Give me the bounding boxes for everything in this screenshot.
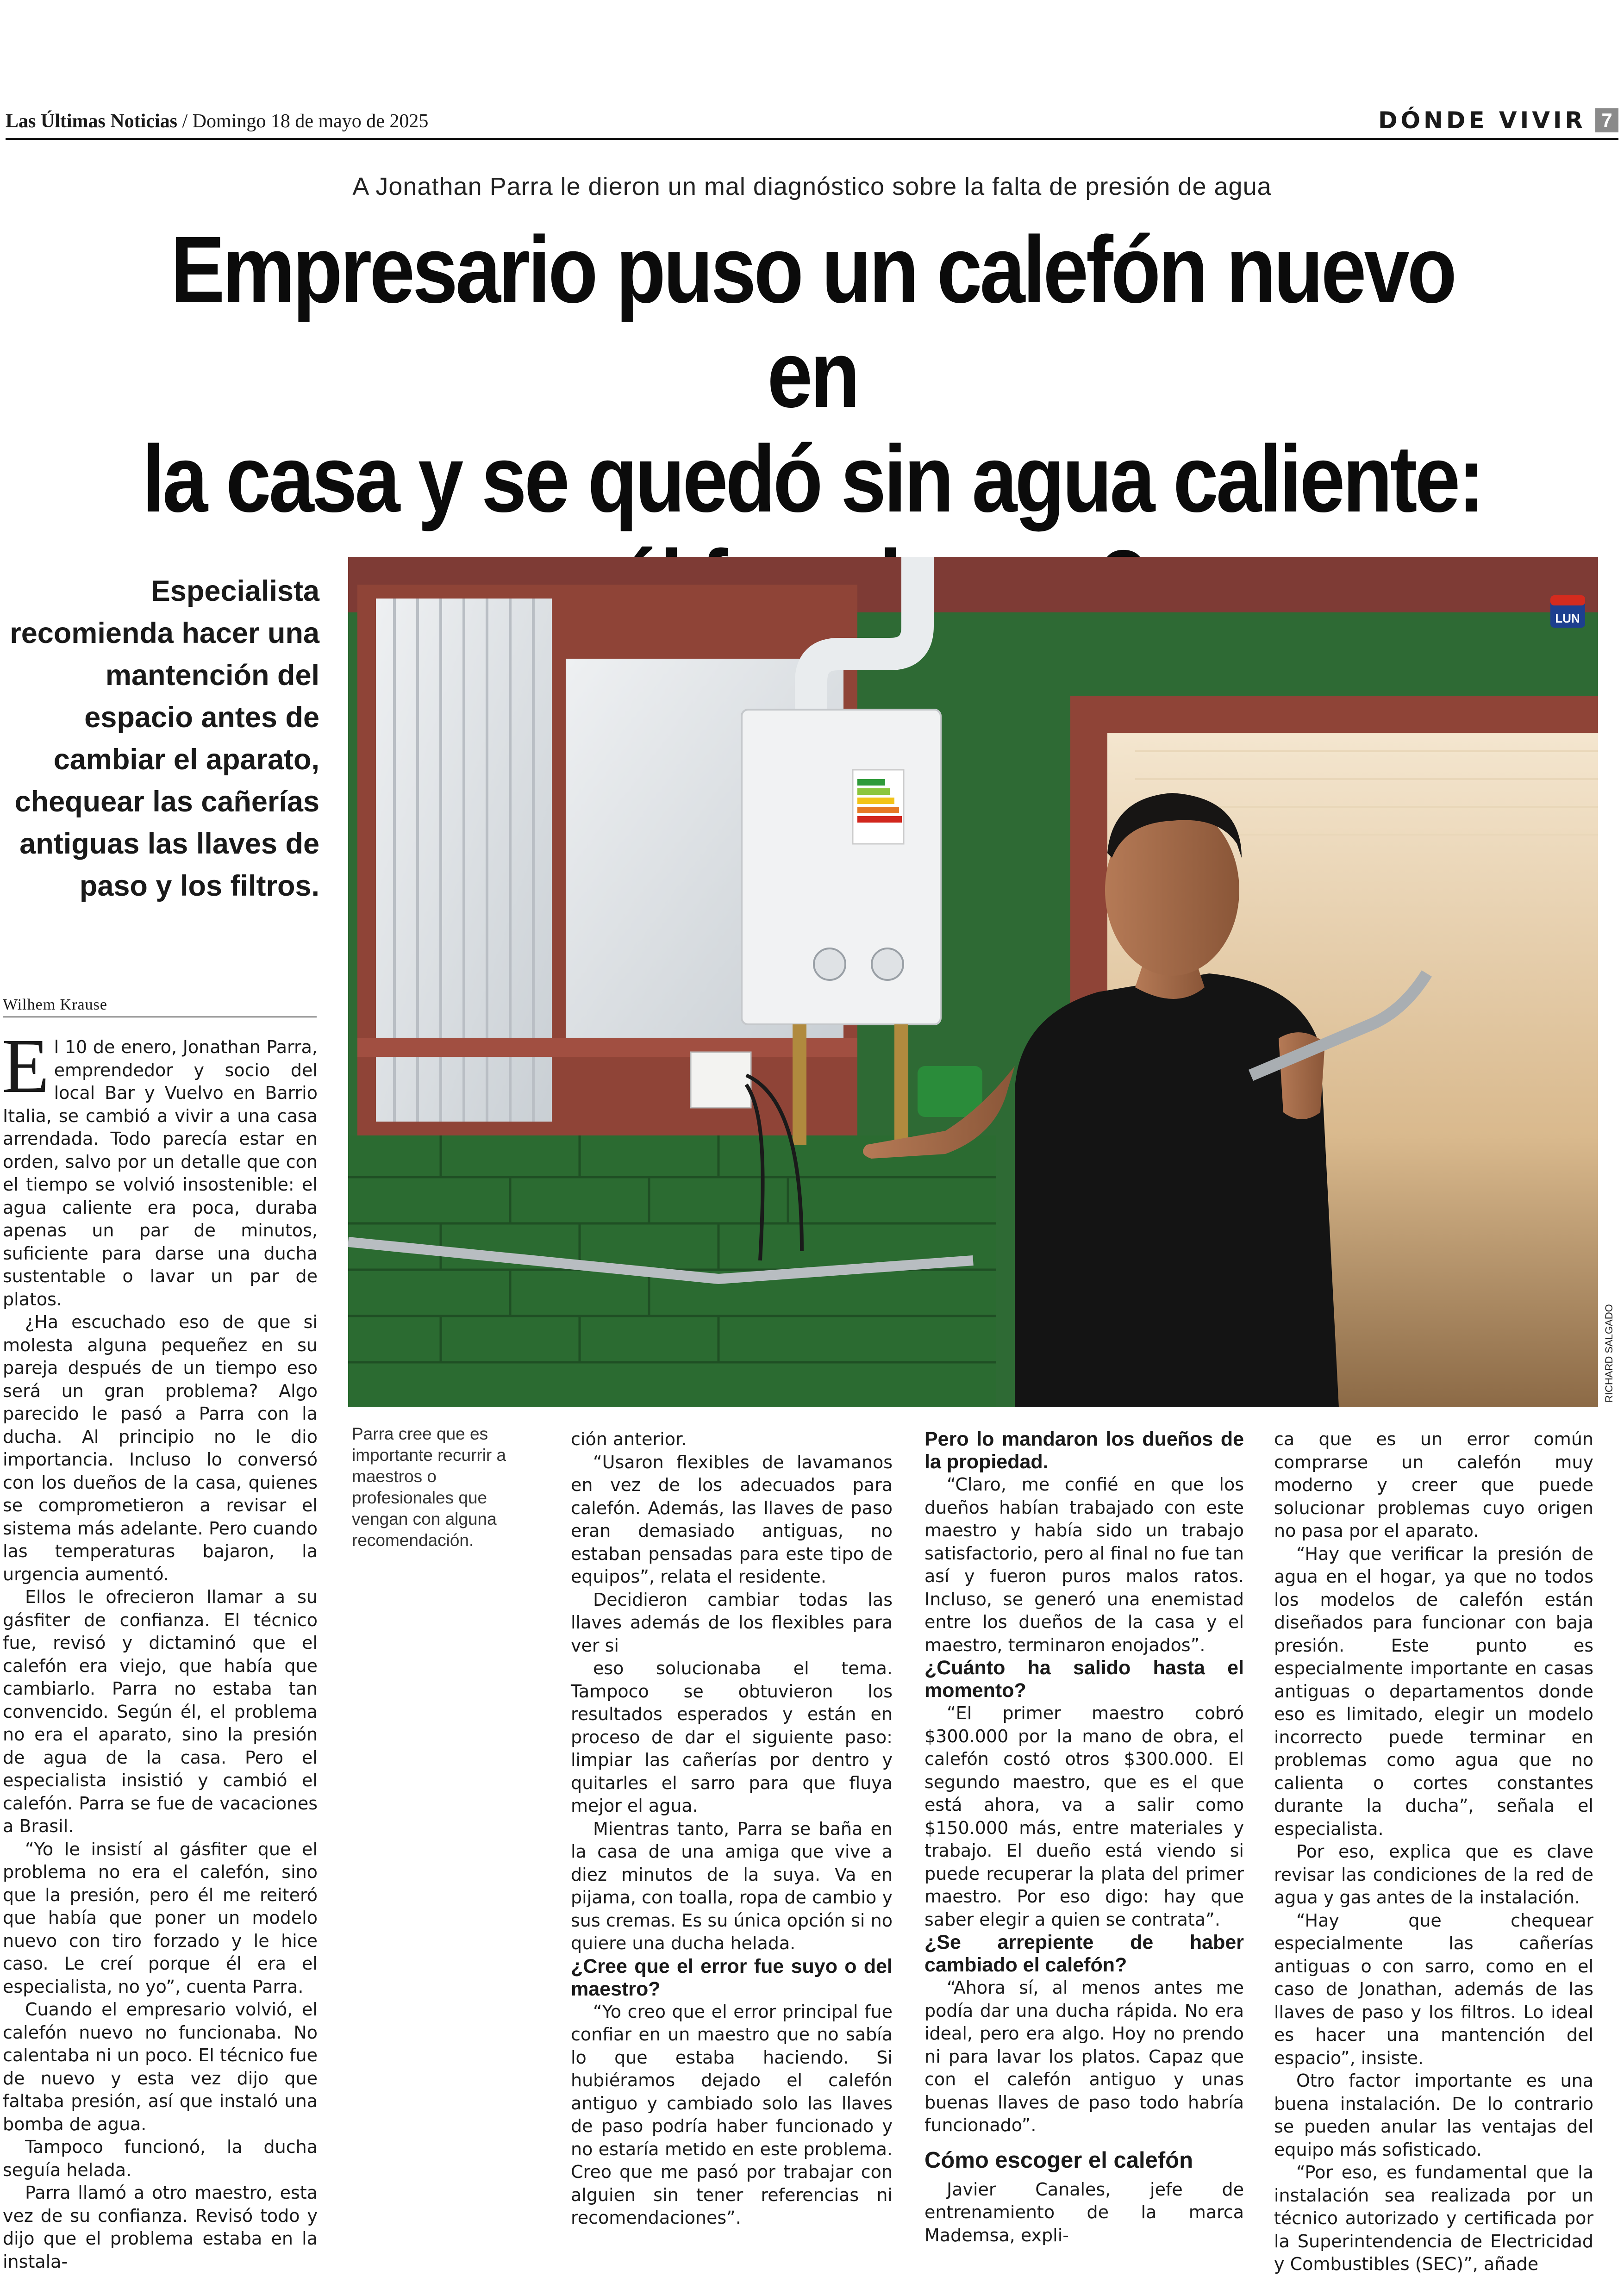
- interview-question: Pero lo mandaron los dueños de la propiedad.: [924, 1428, 1244, 1473]
- body-paragraph: “Hay que chequear especialmente las cañerías antiguas o con sarro, como en el caso de Jonathan, además de las llaves de paso y los filtros. Lo ideal es hacer una mantención del espacio”, insiste.: [1274, 1910, 1593, 2068]
- body-paragraph: Mientras tanto, Parra se baña en la casa de una amiga que vive a diez minutos de la suya. Va en pijama, con toalla, ropa de cambio y sus cremas. Es su única opción si no quiere una ducha helada.: [571, 1818, 893, 1953]
- body-paragraph: Por eso, explica que es clave revisar las condiciones de la red de agua y gas antes de la instalación.: [1274, 1841, 1593, 1908]
- photo-illustration: [348, 557, 1598, 1407]
- body-paragraph: “Claro, me confié en que los dueños habían trabajado con este maestro y había sido un trabajo satisfactorio, pero al final no fue tan así y fueron puros malos ratos. Incluso, se generó una enemistad entre los dueños de la casa y el maestro, terminaron enojados”.: [924, 1474, 1244, 1655]
- body-paragraph: Otro factor importante es una buena instalación. De lo contrario se pueden anular las ventajas del equipo más sofisticado.: [1274, 2070, 1593, 2160]
- headline-line: la casa y se quedó sin agua caliente:: [142, 426, 1483, 532]
- body-paragraph: “Yo creo que el error principal fue confiar en un maestro que no sabía lo que estaba haciendo. Si hubiéramos dejado el calefón antiguo y cambiado solo las llaves de paso podría haber funcionado y no estaría metido en este problema. Creo que me pasó por trabajar con alguien sin tener referencias ni recomendaciones”.: [571, 2001, 893, 2228]
- issue-date: Domingo 18 de mayo de 2025: [192, 111, 429, 132]
- photo-credit: RICHARD SALGADO: [1603, 1304, 1615, 1403]
- body-paragraph: Parra llamó a otro maestro, esta vez de su confianza. Revisó todo y dijo que el problema estaba en la instala-: [3, 2183, 318, 2272]
- interview-question: ¿Cree que el error fue suyo o del maestro?: [571, 1955, 893, 2000]
- body-paragraph: eso solucionaba el tema. Tampoco se obtuvieron los resultados esperados y están en proceso de dar el siguiente paso: limpiar las cañerías por dentro y quitarles el sarro para que fluya mejor el agua.: [571, 1658, 893, 1816]
- masthead: [6, 106, 1618, 137]
- article-column-2: [571, 1428, 893, 2230]
- byline: Wilhem Krause: [3, 996, 317, 1017]
- interview-question: ¿Cuánto ha salido hasta el momento?: [924, 1657, 1244, 1702]
- body-paragraph: ca que es un error común comprarse un calefón muy moderno y creer que puede solucionar problemas cuyo origen no pasa por el aparato.: [1274, 1429, 1593, 1541]
- masthead-separator: /: [182, 111, 188, 132]
- article-column-1: [2, 1023, 318, 2273]
- drop-cap: E: [2, 1023, 50, 1109]
- article-column-4: [1274, 1428, 1593, 2276]
- photo-caption: Parra cree que es importante recurrir a maestros o profesionales que vengan con alguna recomendación.: [352, 1424, 506, 1550]
- body-paragraph: “Por eso, es fundamental que la instalación sea realizada por un técnico autorizado y certificada por la Superintendencia de Electricidad y Combustibles (SEC)”, añade: [1274, 2162, 1593, 2274]
- article-column-3: [924, 1428, 1244, 2247]
- lun-logo: [1550, 595, 1585, 628]
- body-paragraph: “El primer maestro cobró $300.000 por la mano de obra, el calefón costó otros $300.000. El segundo maestro, que es el que está ahora, va a salir como $150.000 más, entre materiales y trabajo. El dueño está viendo si puede recuperar la plata del primer maestro. Por eso digo: hay que saber elegir a quien se contrata”.: [924, 1703, 1244, 1930]
- masthead-left: [6, 106, 428, 137]
- lead-paragraph: l 10 de enero, Jonathan Parra, emprendedor y socio del local Bar y Vuelvo en Barrio Italia, se cambió a vivir a una casa arrendada. Todo parecía estar en orden, salvo por un detalle que con el tiempo se volvió insostenible: el agua caliente era poca, duraba apenas un par de minutos, suficiente para darse una ducha sustentable o lavar un par de platos.: [3, 1037, 318, 1310]
- body-paragraph: ción anterior.: [571, 1429, 687, 1449]
- body-paragraph: Javier Canales, jefe de entrenamiento de la marca Mademsa, expli-: [924, 2179, 1244, 2245]
- deck: Especialista recomienda hacer una mantención del espacio antes de cambiar el aparato, chequear las cañerías antiguas las llaves de paso y los filtros.: [10, 575, 319, 902]
- page-number: 7: [1595, 108, 1618, 132]
- body-paragraph: “Ahora sí, al menos antes me podía dar una ducha rápida. No era ideal, pero era algo. Hoy no prendo ni para lavar los platos. Capaz que con el calefón antiguo y unas buenas llaves de paso todo habría funcionado”.: [924, 1977, 1244, 2135]
- interview-question: ¿Se arrepiente de haber cambiado el calefón?: [924, 1931, 1244, 1976]
- masthead-rule: [6, 138, 1618, 140]
- subheading: Cómo escoger el calefón: [924, 2147, 1193, 2173]
- body-paragraph: Tampoco funcionó, la ducha seguía helada.: [3, 2137, 318, 2180]
- body-paragraph: Ellos le ofrecieron llamar a su gásfiter de confianza. El técnico fue, revisó y dictaminó que el calefón era viejo, que había que cambiarlo. Parra no estaba tan convencido. Según él, el problema no era el aparato, sino la presión de agua de la casa. Pero el especialista insistió y cambió el calefón. Parra se fue de vacaciones a Brasil.: [3, 1587, 318, 1836]
- body-paragraph: Decidieron cambiar todas las llaves además de los flexibles para ver si: [571, 1589, 893, 1656]
- body-paragraph: “Usaron flexibles de lavamanos en vez de los adecuados para calefón. Además, las llaves de paso eran demasiado antiguas, no estaban pensadas para este tipo de equipos”, relata el residente.: [571, 1452, 893, 1587]
- lun-logo-text: LUN: [1555, 611, 1580, 625]
- article-photo: [348, 557, 1598, 1407]
- body-paragraph: Cuando el empresario volvió, el calefón nuevo no funcionaba. No calentaba ni un poco. El técnico fue de nuevo y esta vez dijo que faltaba presión, así que instaló una bomba de agua.: [3, 1999, 318, 2134]
- kicker: A Jonathan Parra le dieron un mal diagnóstico sobre la falta de presión de agua: [352, 173, 1272, 200]
- publication-name: Las Últimas Noticias: [6, 111, 177, 132]
- body-paragraph: ¿Ha escuchado eso de que si molesta alguna pequeñez en su pareja después de un tiempo eso será un gran problema? Algo parecido le pasó a Parra con la ducha. Al principio no le dio importancia. Incluso lo conversó con los dueños de la casa, quienes se comprometieron a revisar el sistema más adelante. Pero cuando las temperaturas bajaron, la urgencia aumentó.: [3, 1312, 318, 1584]
- photo-credit-wrap: [1603, 1291, 1615, 1403]
- section-name: DÓNDE VIVIR: [1378, 107, 1586, 134]
- body-paragraph: “Yo le insistí al gásfiter que el problema no era el calefón, sino que la presión, pero él me reiteró que había que poner un modelo nuevo con tiro forzado y le hice caso. Le creí porque él era el especialista, no yo”, cuenta Parra.: [3, 1839, 318, 1997]
- body-paragraph: “Hay que verificar la presión de agua en el hogar, ya que no todos los modelos de calefón están diseñados para funcionar con baja presión. Este punto es especialmente importante en casas antiguas o departamentos donde eso es limitado, elegir un modelo incorrecto puede terminar en problemas como agua que no calienta o cortes constantes durante la ducha”, señala el especialista.: [1274, 1543, 1593, 1839]
- headline-line: Empresario puso un calefón nuevo en: [170, 217, 1455, 427]
